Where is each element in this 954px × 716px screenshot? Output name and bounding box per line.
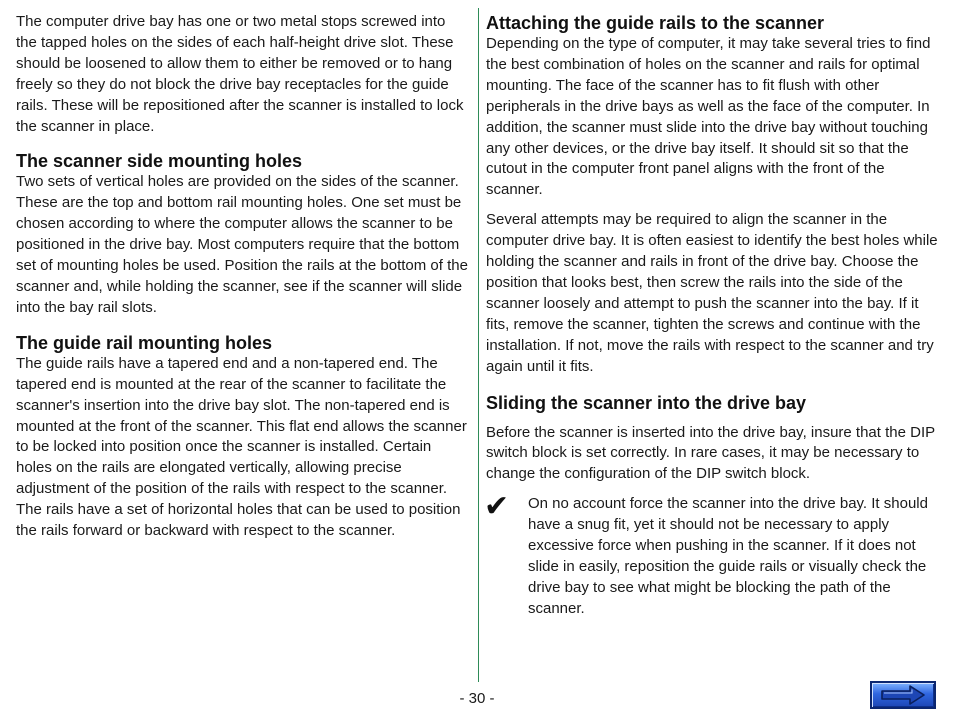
arrow-right-icon bbox=[872, 683, 934, 707]
alignment-attempts-paragraph: Several attempts may be required to align the scanner in the computer drive bay. It is often easiest to identify the best holes while holding the scanner and rails in front of the drive bay. Choose the position that looks best, then screw the rails into the side of the scanner loosely and attempt to push the scanner into the bay. If it fits, remove the scanner, tighten the screws and continue with the installation. If not, move the rails with respect to the scanner and try again until it fits. bbox=[486, 211, 938, 375]
right-column bbox=[486, 12, 938, 620]
intro-paragraph: The computer drive bay has one or two metal stops screwed into the tapped holes on the sides of each half-height drive slot. These should be loosened to allow them to either be removed or to hang freely so they do not block the drive bay receptacles for the guide rails. These will be repositioned after the scanner is installed to lock the scanner in place. bbox=[16, 13, 464, 135]
left-column bbox=[16, 12, 468, 542]
heading-side-mounting-holes: The scanner side mounting holes bbox=[16, 151, 303, 172]
heading-sliding-scanner: Sliding the scanner into the drive bay bbox=[486, 392, 807, 413]
column-divider bbox=[478, 8, 479, 682]
side-mounting-holes-paragraph: Two sets of vertical holes are provided on the sides of the scanner. These are the top and bottom rail mounting holes. One set must be chosen according to where the computer allows the scanner to be positioned in the drive bay. Most computers require that the bottom set of mounting holes be used. Position the rails at the bottom of the scanner and, while holding the scanner, see if the scanner will slide into the bay rail slots. bbox=[16, 173, 468, 316]
heading-attaching-guide-rails: Attaching the guide rails to the scanner bbox=[486, 13, 825, 33]
heading-guide-rail-mounting-holes: The guide rail mounting holes bbox=[16, 332, 273, 353]
caution-note bbox=[484, 489, 938, 619]
page-number: - 30 - bbox=[459, 690, 495, 707]
attaching-guide-rails-paragraph: Depending on the type of computer, it may take several tries to find the best combination of holes on the scanner and rails for optimal mounting. The face of the scanner has to fit flush with other peripherals in the drive bays as well as the face of the computer. In addition, the scanner must slide into the drive bay without touching any other devices, or the drive bay itself. It should sit so that the cutout in the computer front panel aligns with the front of the scanner. bbox=[486, 35, 931, 199]
next-page-button[interactable] bbox=[870, 681, 936, 709]
guide-rail-mounting-holes-paragraph: The guide rails have a tapered end and a non-tapered end. The tapered end is mounted at the rear of the scanner to facilitate the scanner's insertion into the drive bay slot. The non-tapered end is mounted at the front of the scanner. This flat end allows the scanner to be locked into position once the scanner is installed. Certain holes on the rails are elongated vertically, allowing precise adjustment of the position of the rails with respect to the scanner. The rails have a set of horizontal holes that can be used to position the rails forward or backward with respect to the scanner. bbox=[16, 354, 467, 540]
checkmark-icon: ✔ bbox=[484, 489, 510, 525]
sliding-scanner-paragraph: Before the scanner is inserted into the drive bay, insure that the DIP switch block is set correctly. In rare cases, it may be necessary to change the configuration of the DIP switch block. bbox=[486, 423, 935, 483]
caution-note-text: On no account force the scanner into the drive bay. It should have a snug fit, yet it should not be necessary to apply excessive force when pushing in the scanner. If it does not slide in easily, reposition the guide rails or visually check the drive bay to see what might be blocking the path of the scanner. bbox=[528, 495, 928, 617]
